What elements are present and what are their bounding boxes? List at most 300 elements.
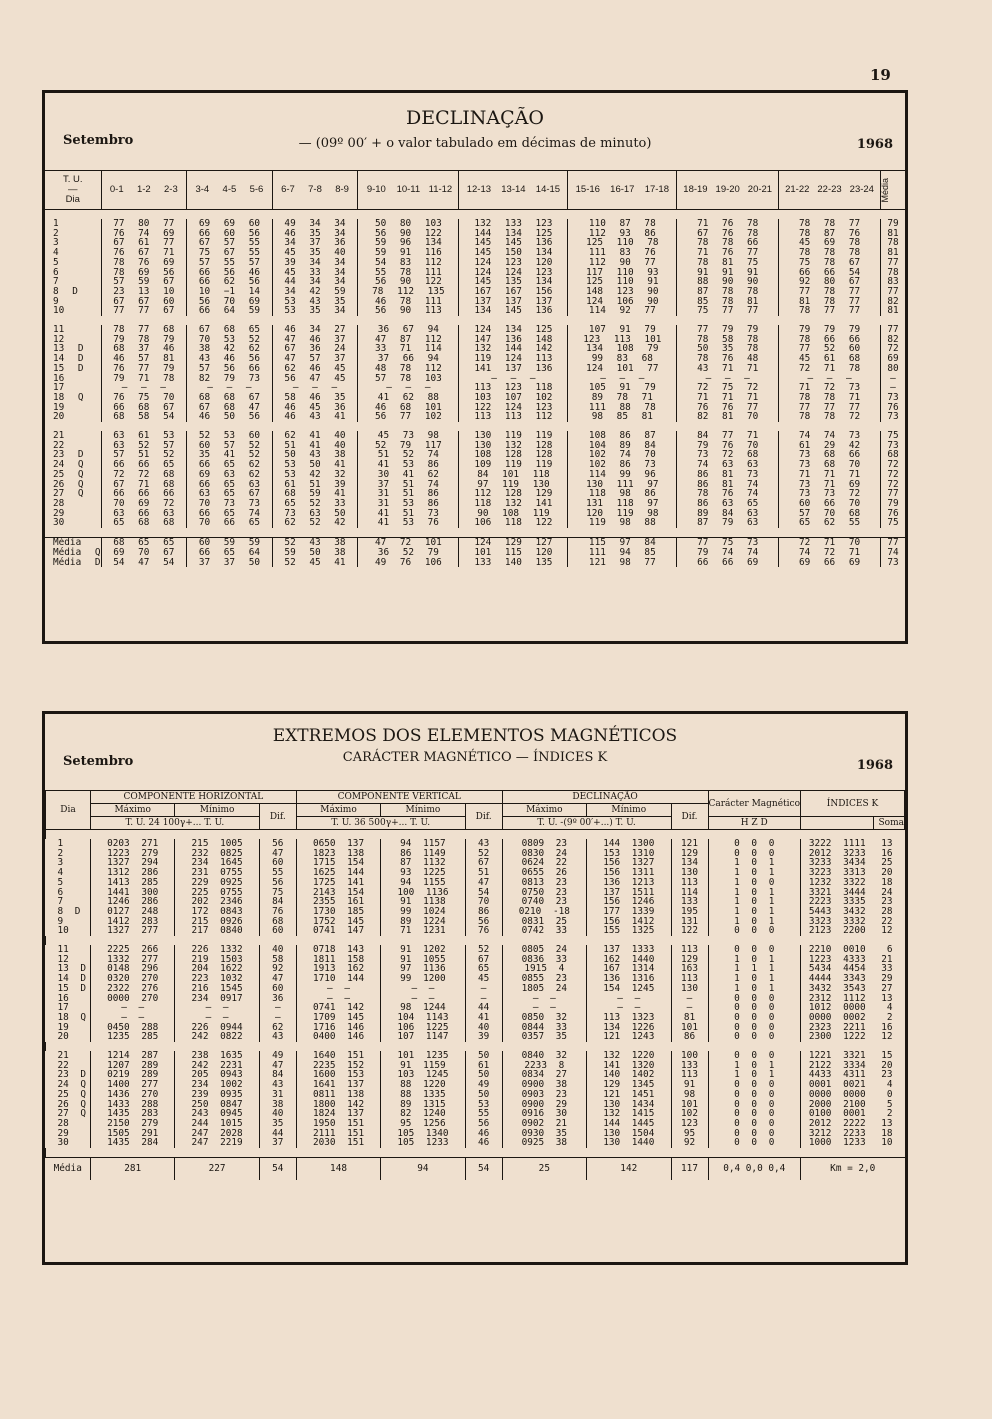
value-cell: 60 [259, 858, 296, 868]
value-cell: 6 [886, 944, 893, 956]
value-cell: 2210 0010 [801, 945, 874, 955]
value-cell: 0855 23 [502, 974, 586, 984]
value-cell: 247 2028 [175, 1129, 259, 1139]
hour-group-header [779, 171, 881, 210]
value-cell: 2123 2200 [801, 926, 874, 936]
value-cell: 47 [259, 974, 296, 984]
value-cell: — — [587, 1003, 671, 1013]
table-row [46, 907, 905, 917]
value-cell: 0 0 0 [708, 849, 801, 859]
row-label: 6 [57, 886, 64, 898]
value-cell: 29 [881, 973, 893, 985]
value-cell: 156 1311 [587, 868, 671, 878]
hour-values-cell: 66 66 65 [101, 460, 187, 470]
hour-values-cell: 73 73 72 [779, 489, 881, 499]
value-cell: — — [91, 1013, 175, 1023]
value-cell: 113 [671, 878, 708, 888]
value-cell: 1710 144 [296, 974, 380, 984]
hour-values-cell: 130 119 119 [459, 431, 568, 441]
hour-values-cell: 114 99 96 [568, 470, 677, 480]
value-cell: 98 1244 [381, 1003, 465, 1013]
hour-values-cell: 81 78 77 [779, 297, 881, 307]
hour-label: 4-5 [222, 184, 237, 196]
mean-cell: 72 [881, 480, 906, 490]
mean-cell: 73 [881, 441, 906, 451]
value-cell: 102 [671, 1109, 708, 1119]
value-cell: 24 [881, 886, 893, 898]
hour-values-cell: 79 74 74 [677, 548, 779, 558]
hour-values-cell: — — — [358, 383, 459, 393]
value-cell: 0 0 0 [708, 1051, 801, 1061]
hour-values-cell: 103 107 102 [459, 393, 568, 403]
table-row [46, 1129, 905, 1139]
value-cell: 144 1300 [587, 839, 671, 849]
value-cell: — — [175, 1003, 259, 1013]
value-cell: 1312 286 [91, 868, 175, 878]
value-cell: 0831 25 [502, 917, 586, 927]
extremes-subtitle: CARÁCTER MAGNÉTICO — ÍNDICES K [342, 750, 608, 765]
hour-values-cell: 114 92 77 [568, 306, 677, 316]
value-cell: 94 1155 [381, 878, 465, 888]
value-cell: 229 0925 [175, 878, 259, 888]
value-cell: 84 [259, 897, 296, 907]
value-cell: 226 0944 [175, 1023, 259, 1033]
hour-values-cell: 50 35 78 [677, 344, 779, 354]
hour-values-cell: 119 124 113 [459, 354, 568, 364]
value-cell: 1327 277 [91, 926, 175, 936]
value-cell: 225 0755 [175, 888, 259, 898]
mean-cell: 72 [881, 344, 906, 354]
hour-values-cell: 68 58 54 [101, 412, 187, 422]
value-cell: 103 1245 [381, 1070, 465, 1080]
hour-label: 5-6 [249, 184, 264, 196]
value-cell: 0 0 0 [708, 1119, 801, 1129]
h-max: Máximo [91, 804, 175, 817]
value-cell: 1441 300 [91, 888, 175, 898]
hour-values-cell: 145 150 134 [459, 248, 568, 258]
value-cell: 107 1147 [381, 1032, 465, 1042]
value-cell: 56 [465, 917, 502, 927]
row-label: Média [45, 538, 101, 548]
table-row [46, 917, 905, 927]
value-cell: 1640 151 [296, 1051, 380, 1061]
value-cell: 55 [259, 868, 296, 878]
value-cell: 13 [881, 992, 893, 1004]
hour-values-cell: 67 57 55 [187, 238, 273, 248]
hour-values-cell: 73 71 69 [779, 480, 881, 490]
value-cell: 1 0 1 [708, 974, 801, 984]
hour-label: 19-20 [715, 184, 740, 196]
mean-cell: 83 [881, 277, 906, 287]
hour-values-cell: 56 90 122 [358, 277, 459, 287]
table-row [45, 470, 905, 480]
hour-values-cell: 54 47 54 [101, 558, 187, 568]
hour-values-cell: 84 77 71 [677, 431, 779, 441]
hour-group-header [459, 171, 568, 210]
row-label: 22 [53, 439, 65, 451]
mean-cell: 73 [881, 558, 906, 568]
hour-values-cell: 106 118 122 [459, 518, 568, 528]
row-label: Média Q [53, 546, 101, 558]
value-cell: 1012 0000 [801, 1003, 874, 1013]
hour-values-cell: 75 67 55 [187, 248, 273, 258]
mean-value: 117 [671, 1158, 708, 1181]
value-cell: 75 [259, 888, 296, 898]
value-cell: 16 [881, 1021, 893, 1033]
value-cell: 0900 38 [502, 1080, 586, 1090]
value-cell: 98 [671, 1090, 708, 1100]
mean-cell: 82 [881, 335, 906, 345]
hour-label: 7-8 [308, 184, 322, 196]
value-cell: 0916 30 [502, 1109, 586, 1119]
hour-values-cell: 71 71 71 [677, 393, 779, 403]
row-label: 2 [53, 227, 59, 239]
hour-values-cell: 69 70 67 [101, 548, 187, 558]
hour-values-cell: 76 67 71 [101, 248, 187, 258]
value-cell: 2355 161 [296, 897, 380, 907]
value-cell: 91 1202 [381, 945, 465, 955]
value-cell: 100 [671, 1051, 708, 1061]
hour-values-cell: 78 112 135 [358, 287, 459, 297]
hour-values-cell: 70 73 73 [187, 499, 273, 509]
value-cell: 92 [671, 1138, 708, 1148]
value-cell: 0741 147 [296, 926, 380, 936]
value-cell: 1223 4333 [801, 955, 874, 965]
table-row [46, 945, 905, 955]
value-cell: 47 [259, 1061, 296, 1071]
extremes-year: 1968 [856, 758, 893, 773]
hour-values-cell: 68 65 65 [101, 538, 187, 548]
value-cell: 50 [465, 1090, 502, 1100]
value-cell: 25 [881, 857, 893, 869]
value-cell: 0 0 0 [708, 1080, 801, 1090]
row-label: 9 [57, 915, 64, 927]
hour-values-cell: 59 91 116 [358, 248, 459, 258]
hour-values-cell: 78 77 77 [779, 306, 881, 316]
hour-values-cell: 87 78 78 [677, 287, 779, 297]
value-cell: 97 1136 [381, 964, 465, 974]
row-label: 7 [53, 276, 59, 288]
hour-values-cell: 75 77 77 [677, 306, 779, 316]
value-cell: 0 0 0 [708, 1100, 801, 1110]
value-cell: 234 1002 [175, 1080, 259, 1090]
value-cell: 121 1451 [587, 1090, 671, 1100]
hour-values-cell: 57 59 67 [101, 277, 187, 287]
value-cell: 43 [259, 1080, 296, 1090]
value-cell: 247 2219 [175, 1138, 259, 1148]
table-row [46, 984, 905, 994]
media-label: Média [880, 177, 890, 203]
hour-values-cell: 77 77 67 [101, 306, 187, 316]
page-number: 19 [870, 66, 891, 84]
row-label: 26 Q [53, 478, 84, 490]
value-cell: — — [381, 984, 465, 994]
row-label: 3 [53, 237, 59, 249]
hour-values-cell: 52 79 117 [358, 441, 459, 451]
value-cell: 49 [465, 1080, 502, 1090]
dash-label: — [68, 184, 78, 196]
value-cell: 2 [886, 1011, 893, 1023]
value-cell: 1232 3322 [801, 878, 874, 888]
hour-values-cell: 67 36 24 [272, 344, 358, 354]
value-cell: 0357 35 [502, 1032, 586, 1042]
value-cell: 1433 288 [91, 1100, 175, 1110]
hour-values-cell: 71 71 71 [779, 470, 881, 480]
value-cell: 1436 270 [91, 1090, 175, 1100]
value-cell: 5443 3432 [801, 907, 874, 917]
value-cell: 3233 3434 [801, 858, 874, 868]
hour-values-cell: 46 68 101 [358, 403, 459, 413]
hour-values-cell: 107 91 79 [568, 325, 677, 335]
hour-values-cell: 113 113 112 [459, 412, 568, 422]
hour-values-cell: 60 57 52 [187, 441, 273, 451]
value-cell: 1709 145 [296, 1013, 380, 1023]
value-cell: 82 1240 [381, 1109, 465, 1119]
hour-values-cell: 108 128 128 [459, 450, 568, 460]
value-cell: 0836 33 [502, 955, 586, 965]
hour-values-cell: 41 53 86 [358, 460, 459, 470]
hour-values-cell: 37 66 94 [358, 354, 459, 364]
hour-values-cell: 45 69 78 [779, 238, 881, 248]
mean-row [46, 1158, 905, 1181]
hour-values-cell: 57 55 57 [187, 258, 273, 268]
hour-values-cell: 46 43 41 [272, 412, 358, 422]
hour-values-cell: — — — [272, 383, 358, 393]
row-label: 25 Q [57, 1088, 87, 1100]
row-label: 6 [53, 266, 59, 278]
hour-values-cell: 145 135 134 [459, 277, 568, 287]
hour-values-cell: 79 79 79 [779, 325, 881, 335]
d-dif: Dif. [671, 804, 708, 830]
value-cell: 131 [671, 917, 708, 927]
hour-label: 9-10 [366, 184, 386, 196]
hour-values-cell: 72 71 70 [779, 538, 881, 548]
row-label: 8 D [53, 285, 78, 297]
hour-values-cell: 74 72 71 [779, 548, 881, 558]
hour-values-cell: 46 45 36 [272, 403, 358, 413]
declination-subtitle: — (09º 00′ + o valor tabulado em décimas de minuto) [298, 136, 652, 151]
value-cell: 0930 35 [502, 1129, 586, 1139]
value-cell: 1000 1233 [801, 1138, 874, 1148]
row-label: 1 [57, 838, 64, 849]
value-cell: 130 [671, 984, 708, 994]
value-cell: 62 [259, 1023, 296, 1033]
hour-values-cell: — — — [568, 374, 677, 384]
hour-values-cell: 124 129 127 [459, 538, 568, 548]
value-cell: 130 1434 [587, 1100, 671, 1110]
soma-header: Soma [874, 817, 905, 830]
table-row [46, 974, 905, 984]
mean-value: 25 [502, 1158, 586, 1181]
comp-horizontal-header: COMPONENTE HORIZONTAL [91, 791, 297, 804]
hour-values-cell: 47 46 37 [272, 335, 358, 345]
value-cell: 144 1445 [587, 1119, 671, 1129]
hour-label: 1-2 [136, 184, 151, 196]
value-cell: 132 1220 [587, 1051, 671, 1061]
hour-values-cell: 104 89 84 [568, 441, 677, 451]
value-cell: 50 [465, 1051, 502, 1061]
table-row [46, 878, 905, 888]
hour-values-cell: 66 65 63 [187, 480, 273, 490]
value-cell: 156 1412 [587, 917, 671, 927]
value-cell: 0850 32 [502, 1013, 586, 1023]
value-cell: 204 1622 [175, 964, 259, 974]
table-row [45, 460, 905, 470]
hour-values-cell: 38 42 62 [187, 344, 273, 354]
value-cell: 104 1143 [381, 1013, 465, 1023]
value-cell: 60 [259, 926, 296, 936]
value-cell: 12 [881, 1031, 893, 1043]
hour-values-cell: 67 76 78 [677, 229, 779, 239]
hour-label: 8-9 [335, 184, 349, 196]
value-cell: 1505 291 [91, 1129, 175, 1139]
value-cell: 1435 283 [91, 1109, 175, 1119]
value-cell: 155 1325 [587, 926, 671, 936]
hour-values-cell: 98 85 81 [568, 412, 677, 422]
value-cell: 132 1415 [587, 1109, 671, 1119]
hour-values-cell: 37 51 74 [358, 480, 459, 490]
value-cell: 226 1332 [175, 945, 259, 955]
value-cell: 0400 146 [296, 1032, 380, 1042]
hour-values-cell: 60 66 70 [779, 499, 881, 509]
hour-values-cell: 74 74 73 [779, 431, 881, 441]
value-cell: 18 [881, 1127, 893, 1139]
hour-values-cell: 51 52 74 [358, 450, 459, 460]
hour-group-header [568, 171, 677, 210]
table-row [45, 306, 905, 316]
value-cell: 91 1055 [381, 955, 465, 965]
hour-values-cell: 68 68 67 [187, 393, 273, 403]
value-cell: 0925 38 [502, 1138, 586, 1148]
hour-values-cell: 35 41 52 [187, 450, 273, 460]
value-cell: 0624 22 [502, 858, 586, 868]
value-cell: 51 [465, 868, 502, 878]
mean-cell: 78 [881, 238, 906, 248]
value-cell: — [465, 994, 502, 1004]
value-cell: 113 1323 [587, 1013, 671, 1023]
value-cell: 16 [881, 847, 893, 859]
caracter-header: Carácter Magnético [708, 791, 801, 817]
value-cell: 4444 3343 [801, 974, 874, 984]
value-cell: 2235 152 [296, 1061, 380, 1071]
hour-values-cell: 41 53 76 [358, 518, 459, 528]
mean-cell: — [881, 374, 906, 384]
value-cell: 81 [671, 1013, 708, 1023]
row-label: 28 [53, 497, 65, 509]
row-label: 4 [53, 247, 59, 259]
value-cell: 0000 0002 [801, 1013, 874, 1023]
value-cell: 95 1256 [381, 1119, 465, 1129]
value-cell: 20 [881, 867, 893, 879]
v-min: Mínimo [381, 804, 465, 817]
value-cell: 215 0926 [175, 917, 259, 927]
value-cell: 84 [259, 1070, 296, 1080]
value-cell: 0809 23 [502, 839, 586, 849]
value-cell: 1214 287 [91, 1051, 175, 1061]
value-cell: 1 0 1 [708, 897, 801, 907]
value-cell: 136 1213 [587, 878, 671, 888]
value-cell: 46 [465, 1129, 502, 1139]
row-label: 10 [57, 925, 69, 937]
hour-values-cell: 63 61 53 [101, 431, 187, 441]
value-cell: 10 [881, 1137, 893, 1149]
value-cell: 129 1345 [587, 1080, 671, 1090]
row-label: 15 D [57, 982, 87, 994]
value-cell: 113 [671, 945, 708, 955]
hour-label: 12-13 [466, 184, 492, 196]
value-cell: 39 [465, 1032, 502, 1042]
value-cell: 2225 266 [91, 945, 175, 955]
value-cell: 1207 289 [91, 1061, 175, 1071]
value-cell: 2300 1222 [801, 1032, 874, 1042]
row-label: 30 [53, 517, 65, 529]
value-cell: 0805 24 [502, 945, 586, 955]
hour-values-cell: 77 52 60 [779, 344, 881, 354]
table-row [46, 926, 905, 936]
value-cell: 4 [886, 1079, 893, 1091]
hour-values-cell: 79 71 78 [101, 374, 187, 384]
hour-values-cell: 78 58 78 [677, 335, 779, 345]
value-cell: 1913 162 [296, 964, 380, 974]
value-cell: 123 [671, 1119, 708, 1129]
hour-values-cell: 130 111 97 [568, 480, 677, 490]
value-cell: 1725 141 [296, 878, 380, 888]
hour-values-cell: 69 63 62 [187, 470, 273, 480]
value-cell: 141 1320 [587, 1061, 671, 1071]
hour-values-cell: 133 140 135 [459, 558, 568, 568]
value-cell: 45 [465, 974, 502, 984]
hour-values-cell: 66 62 56 [187, 277, 273, 287]
value-cell: 91 [671, 1080, 708, 1090]
value-cell: 0210 -18 [502, 907, 586, 917]
hour-values-cell: 78 78 72 [779, 412, 881, 422]
value-cell: 95 [671, 1129, 708, 1139]
hour-label: 16-17 [610, 184, 635, 196]
value-cell: 3223 3313 [801, 868, 874, 878]
value-cell: 40 [465, 1023, 502, 1033]
hour-values-cell: 74 63 63 [677, 460, 779, 470]
hour-values-cell: 78 66 66 [779, 335, 881, 345]
value-cell: 86 [671, 1032, 708, 1042]
mean-cell: 77 [881, 287, 906, 297]
value-cell: 0840 32 [502, 1051, 586, 1061]
mean-value: 54 [465, 1158, 502, 1181]
value-cell: 56 [259, 839, 296, 849]
value-cell: 232 0825 [175, 849, 259, 859]
table-row [46, 1051, 905, 1061]
value-cell: — [259, 1003, 296, 1013]
hour-values-cell: 43 46 56 [187, 354, 273, 364]
hour-label: 17-18 [644, 184, 670, 196]
value-cell: 4 [886, 1002, 893, 1014]
hour-values-cell: 111 94 85 [568, 548, 677, 558]
hour-values-cell: 78 76 48 [677, 354, 779, 364]
value-cell: 156 1327 [587, 858, 671, 868]
extremes-month: Setembro [63, 754, 134, 769]
hour-values-cell: 41 62 88 [358, 393, 459, 403]
value-cell: 167 1314 [587, 964, 671, 974]
row-label: 10 [53, 305, 65, 317]
hour-values-cell: 46 57 81 [101, 354, 187, 364]
value-cell: 1 0 1 [708, 868, 801, 878]
hour-values-cell: 41 51 73 [358, 509, 459, 519]
row-label: 13 D [57, 963, 87, 975]
row-label: 7 [57, 896, 64, 908]
hour-values-cell: 47 87 112 [358, 335, 459, 345]
indices-k-header: ÍNDICES K [801, 791, 905, 817]
hour-values-cell: 124 124 123 [459, 268, 568, 278]
hour-values-cell: 62 41 40 [272, 431, 358, 441]
